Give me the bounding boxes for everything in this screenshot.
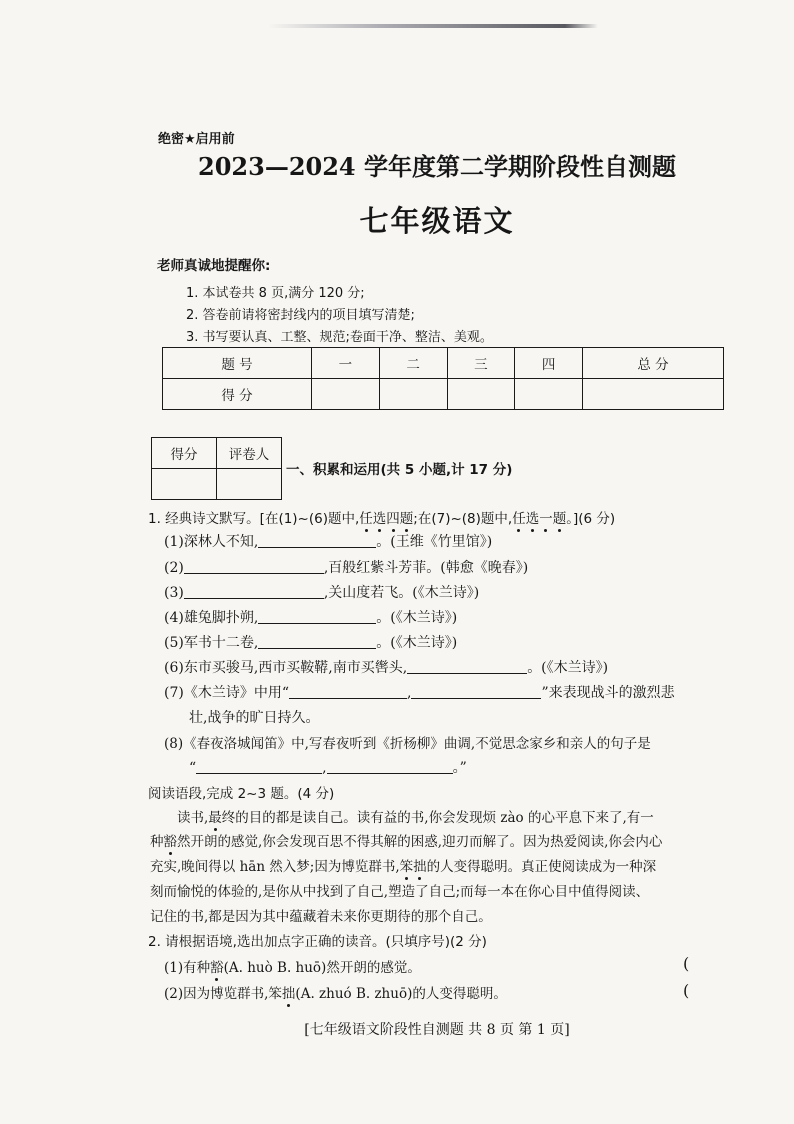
answer-blank[interactable] <box>184 584 324 599</box>
q1-item-7 <box>164 682 675 702</box>
confidential-label: 绝密★启用前 <box>158 132 235 147</box>
page-footer: [七年级语文阶段性自测题 共 8 页 第 1 页] <box>304 1022 570 1038</box>
scan-mark <box>268 24 598 28</box>
question-2-stem: 2. 请根据语境,选出加点字正确的读音。(只填序号)(2 分) <box>148 934 487 950</box>
q2-item-1 <box>164 956 421 976</box>
reading-dotted-char: 拙 <box>413 859 427 875</box>
q1-item-3 <box>164 582 479 602</box>
score-col-1: 一 <box>312 348 380 379</box>
q2-item-text: (2)因为博览群书,笨 <box>164 986 282 1002</box>
q2-item-2 <box>164 982 507 1002</box>
reminder-heading: 老师真诚地提醒你: <box>157 258 271 274</box>
q1-item-text: “ <box>189 760 197 776</box>
q1-stem-part: 1. 经典诗文默写。[在(1)~(6)题中, <box>148 511 360 527</box>
score-cell-2[interactable] <box>379 379 447 410</box>
score-col-4: 四 <box>515 348 583 379</box>
answer-blank[interactable] <box>327 759 453 774</box>
q1-item-text: (4)雄兔脚扑朔, <box>164 610 259 626</box>
score-cell-4[interactable] <box>515 379 583 410</box>
q1-item-2 <box>164 557 528 577</box>
score-table <box>162 347 724 410</box>
q1-item-text: 。(《木兰诗》) <box>376 635 458 651</box>
score-col-total: 总 分 <box>583 348 724 379</box>
score-header-label: 题 号 <box>163 348 312 379</box>
q1-emphasis-1: 任选四题 <box>359 511 414 527</box>
q1-item-text: , <box>322 760 327 776</box>
reading-dotted-char: 笨 <box>399 859 414 875</box>
q1-item-1 <box>164 531 492 551</box>
q1-item-text: 。(王维《竹里馆》) <box>376 534 493 550</box>
q1-item-7-cont: 壮,战争的旷日持久。 <box>189 710 320 726</box>
q2-item-text: (1)有种 <box>164 960 211 976</box>
q1-item-text: (6)东市买骏马,西市买鞍鞯,南市买辔头, <box>164 660 408 676</box>
q1-item-text: , <box>407 685 412 701</box>
q1-item-text: (1)深林人不知, <box>164 534 259 550</box>
q2-answer-paren-2[interactable]: ( <box>683 981 690 1000</box>
score-table-header-row <box>163 348 724 379</box>
q1-item-5 <box>164 632 457 652</box>
q1-item-text: 。(《木兰诗》) <box>527 660 609 676</box>
grader-name-cell[interactable] <box>217 469 282 500</box>
reading-intro: 阅读语段,完成 2~3 题。(4 分) <box>148 786 335 802</box>
reading-line-3 <box>150 855 656 875</box>
q1-item-4 <box>164 607 457 627</box>
score-col-2: 二 <box>379 348 447 379</box>
q2-item-text: (A. huò B. huō)然开朗的感觉。 <box>223 960 421 976</box>
answer-blank[interactable] <box>258 634 376 649</box>
q1-item-text: ,关山度若飞。(《木兰诗》) <box>323 585 480 601</box>
q1-stem-part: 。](6 分) <box>566 511 616 527</box>
reading-line-5: 记住的书,都是因为其中蕴藏着未来你更期待的那个自己。 <box>150 909 492 925</box>
score-col-3: 三 <box>447 348 515 379</box>
reading-text: 终的目的都是读自己。读有益的书,你会发现烦 zào 的心平息下来了,有一 <box>221 810 654 826</box>
reading-text: 然开朗的感觉,你会发现百思不得其解的困惑,迎刃而解了。因为热爱阅读,你会内心 <box>177 834 663 850</box>
score-cell-3[interactable] <box>447 379 515 410</box>
question-1-stem <box>148 507 615 527</box>
q1-item-text: 。(《木兰诗》) <box>376 610 458 626</box>
q1-item-text: (7)《木兰诗》中用“ <box>164 685 289 701</box>
q2-item-text: (A. zhuó B. zhuō)的人变得聪明。 <box>295 986 507 1002</box>
q1-item-8: (8)《春夜洛城闻笛》中,写春夜听到《折杨柳》曲调,不觉思念家乡和亲人的句子是 <box>164 736 651 752</box>
rule-2: 2. 答卷前请将密封线内的项目填写清楚; <box>186 308 415 323</box>
grader-name-label: 评卷人 <box>217 438 282 469</box>
answer-blank[interactable] <box>196 759 322 774</box>
answer-blank[interactable] <box>289 684 407 699</box>
reading-text: 读书, <box>177 810 209 826</box>
answer-blank[interactable] <box>407 659 527 674</box>
q1-item-text: ,百般红紫斗芳菲。(韩愈《晚春》) <box>323 560 529 576</box>
q1-item-6 <box>164 657 608 677</box>
grader-box <box>151 437 282 500</box>
reading-dotted-char: 最 <box>208 810 222 826</box>
exam-subtitle: 七年级语文 <box>359 204 515 238</box>
reading-line-4: 刻而愉悦的体验的,是你从中找到了自己,塑造了自己;而每一本在你心目中值得阅读、 <box>150 884 650 900</box>
answer-blank[interactable] <box>258 609 376 624</box>
score-row-label: 得 分 <box>163 379 312 410</box>
exam-title: 2023—2024 学年度第二学期阶段性自测题 <box>198 152 676 181</box>
score-table-value-row <box>163 379 724 410</box>
q1-stem-part: ;在(7)~(8)题中, <box>413 511 513 527</box>
q1-item-text: (2) <box>164 560 184 576</box>
q2-answer-paren-1[interactable]: ( <box>683 954 690 973</box>
q1-item-text: (5)军书十二卷, <box>164 635 259 651</box>
reading-line-1 <box>177 806 654 826</box>
q2-dotted-char: 豁 <box>210 960 224 976</box>
reading-text: 种 <box>150 834 164 850</box>
rule-3: 3. 书写要认真、工整、规范;卷面干净、整洁、美观。 <box>186 330 493 345</box>
q1-emphasis-2: 任选一题 <box>512 511 567 527</box>
grader-score-label: 得分 <box>152 438 217 469</box>
reading-line-2 <box>150 830 662 850</box>
rule-1: 1. 本试卷共 8 页,满分 120 分; <box>186 286 365 301</box>
reading-text: 的人变得聪明。真正使阅读成为一种深 <box>426 859 657 875</box>
answer-blank[interactable] <box>411 684 541 699</box>
reading-text: 充实,晚间得以 hān 然入梦;因为博览群书, <box>150 859 400 875</box>
q1-item-text: (3) <box>164 585 184 601</box>
q1-item-8-answer <box>189 757 467 777</box>
reading-dotted-char: 豁 <box>163 834 177 850</box>
answer-blank[interactable] <box>258 533 376 548</box>
q1-item-text: ”来表现战斗的激烈悲 <box>541 685 675 701</box>
grader-score-cell[interactable] <box>152 469 217 500</box>
q1-item-text: 。” <box>452 760 467 776</box>
score-cell-1[interactable] <box>312 379 380 410</box>
score-cell-total[interactable] <box>583 379 724 410</box>
answer-blank[interactable] <box>184 559 324 574</box>
section-1-title: 一、积累和运用(共 5 小题,计 17 分) <box>286 462 513 478</box>
q2-dotted-char: 拙 <box>281 986 296 1002</box>
